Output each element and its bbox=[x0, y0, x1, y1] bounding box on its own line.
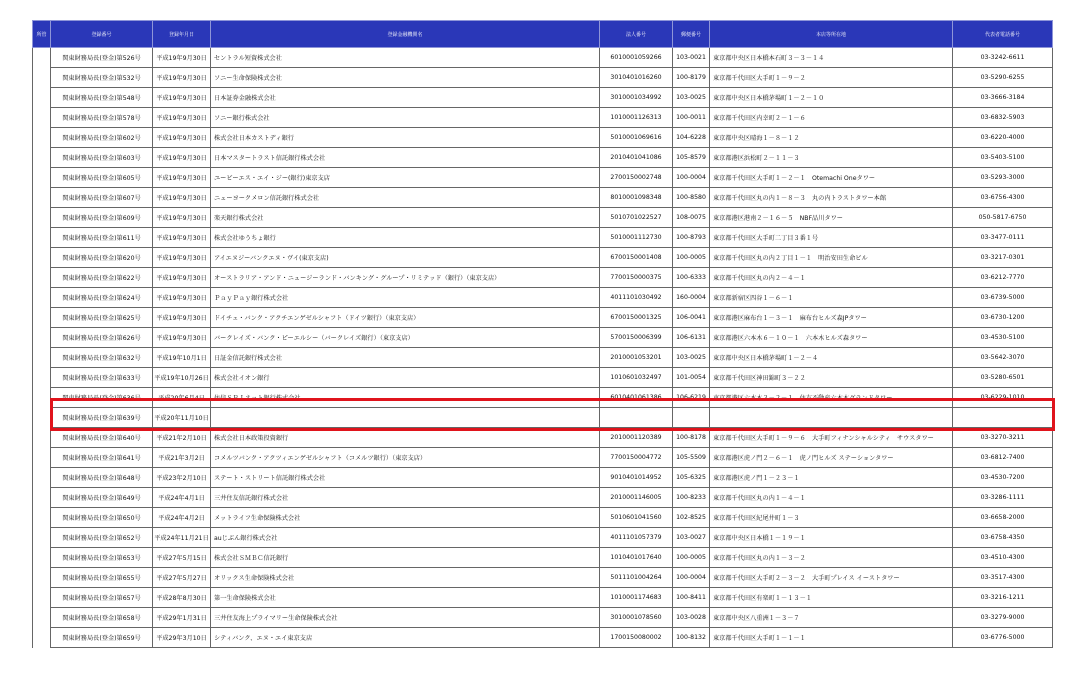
address-cell: 東京都千代田区大手町２－３－２ 大手町プレイス イーストタワー bbox=[710, 568, 953, 588]
postal-code-cell: 100-8580 bbox=[673, 188, 710, 208]
postal-code-cell: 105-6325 bbox=[673, 468, 710, 488]
jurisdiction-cell bbox=[33, 608, 51, 628]
postal-code-cell: 100-0011 bbox=[673, 108, 710, 128]
address-cell: 東京都中央区八重洲１－３－７ bbox=[710, 608, 953, 628]
institution-name-cell: 第一生命保険株式会社 bbox=[211, 588, 600, 608]
address-cell: 東京都千代田区丸の内２－４－１ bbox=[710, 268, 953, 288]
jurisdiction-cell bbox=[33, 108, 51, 128]
col-header-address: 本店等所在地 bbox=[710, 21, 953, 48]
corporate-number-cell: 1010601032497 bbox=[600, 368, 673, 388]
registration-date-cell: 平成27年5月15日 bbox=[153, 548, 211, 568]
table-row bbox=[33, 428, 1053, 448]
registration-date-cell: 平成29年3月10日 bbox=[153, 628, 211, 648]
registration-date-cell: 平成20年6月4日 bbox=[153, 388, 211, 408]
postal-code-cell: 100-8179 bbox=[673, 68, 710, 88]
table-row bbox=[33, 328, 1053, 348]
corporate-number-cell: 2010401041086 bbox=[600, 148, 673, 168]
address-cell: 東京都千代田区丸の内１－３－２ bbox=[710, 548, 953, 568]
registration-number-cell: 関東財務局長(登金)第639号 bbox=[51, 408, 153, 428]
table-body bbox=[33, 48, 1053, 648]
address-cell: 東京都中央区日本橋茅場町１－２－４ bbox=[710, 348, 953, 368]
registration-number-cell: 関東財務局長(登金)第622号 bbox=[51, 268, 153, 288]
registration-number-cell: 関東財務局長(登金)第658号 bbox=[51, 608, 153, 628]
institution-name-cell: バークレイズ・バンク・ピーエルシー（バークレイズ銀行）（東京支店） bbox=[211, 328, 600, 348]
postal-code-cell: 106-6219 bbox=[673, 388, 710, 408]
phone-cell: 03-6730-1200 bbox=[953, 308, 1053, 328]
postal-code-cell: 100-8793 bbox=[673, 228, 710, 248]
address-cell: 東京都千代田区大手町１－１－１ bbox=[710, 628, 953, 648]
registration-number-cell: 関東財務局長(登金)第653号 bbox=[51, 548, 153, 568]
postal-code-cell: 100-0004 bbox=[673, 168, 710, 188]
institution-name-cell: セントラル短資株式会社 bbox=[211, 48, 600, 68]
phone-cell: 03-5403-5100 bbox=[953, 148, 1053, 168]
corporate-number-cell: 1010401017640 bbox=[600, 548, 673, 568]
address-cell: 東京都千代田区丸の内１－８－３ 丸の内トラストタワー本館 bbox=[710, 188, 953, 208]
institution-name-cell: オーストラリア・アンド・ニュージーランド・バンキング・グループ・リミテッド（銀行）（東京支店） bbox=[211, 268, 600, 288]
address-cell: 東京都千代田区有楽町１－１３－１ bbox=[710, 588, 953, 608]
phone-cell: 03-4530-5100 bbox=[953, 328, 1053, 348]
phone-cell: 03-6229-1010 bbox=[953, 388, 1053, 408]
corporate-number-cell: 3010001078560 bbox=[600, 608, 673, 628]
header-row bbox=[33, 21, 1053, 48]
registration-date-cell: 平成24年4月1日 bbox=[153, 488, 211, 508]
jurisdiction-cell bbox=[33, 68, 51, 88]
registration-number-cell: 関東財務局長(登金)第641号 bbox=[51, 448, 153, 468]
table-row bbox=[33, 348, 1053, 368]
col-header-corporate-number: 法人番号 bbox=[600, 21, 673, 48]
table-row bbox=[33, 228, 1053, 248]
postal-code-cell: 100-8132 bbox=[673, 628, 710, 648]
registration-number-cell: 関東財務局長(登金)第532号 bbox=[51, 68, 153, 88]
address-cell: 東京都港区浜松町２－１１－３ bbox=[710, 148, 953, 168]
address-cell: 東京都千代田区紀尾井町１－３ bbox=[710, 508, 953, 528]
col-header-institution-name: 登録金融機関名 bbox=[211, 21, 600, 48]
institution-name-cell: ニューヨークメロン信託銀行株式会社 bbox=[211, 188, 600, 208]
registration-date-cell: 平成19年10月1日 bbox=[153, 348, 211, 368]
registration-date-cell: 平成27年5月27日 bbox=[153, 568, 211, 588]
table-row bbox=[33, 108, 1053, 128]
corporate-number-cell: 4011101030492 bbox=[600, 288, 673, 308]
postal-code-cell: 103-0027 bbox=[673, 528, 710, 548]
jurisdiction-cell bbox=[33, 628, 51, 648]
table-row bbox=[33, 88, 1053, 108]
corporate-number-cell: 2010001120389 bbox=[600, 428, 673, 448]
registration-date-cell: 平成19年9月30日 bbox=[153, 68, 211, 88]
phone-cell: 03-3217-0301 bbox=[953, 248, 1053, 268]
table-row bbox=[33, 168, 1053, 188]
table-row bbox=[33, 148, 1053, 168]
address-cell: 東京都中央区日本橋茅場町１－２－１０ bbox=[710, 88, 953, 108]
registration-date-cell: 平成19年9月30日 bbox=[153, 108, 211, 128]
address-cell: 東京都中央区日本橋本石町３－３－１４ bbox=[710, 48, 953, 68]
jurisdiction-cell bbox=[33, 208, 51, 228]
registration-date-cell: 平成19年9月30日 bbox=[153, 288, 211, 308]
jurisdiction-cell bbox=[33, 148, 51, 168]
registration-number-cell: 関東財務局長(登金)第607号 bbox=[51, 188, 153, 208]
address-cell: 東京都港区六本木３－２－１ 住友不動産六本木グランドタワー bbox=[710, 388, 953, 408]
registration-number-cell: 関東財務局長(登金)第620号 bbox=[51, 248, 153, 268]
registration-number-cell: 関東財務局長(登金)第625号 bbox=[51, 308, 153, 328]
registration-date-cell: 平成19年9月30日 bbox=[153, 308, 211, 328]
postal-code-cell: 103-0025 bbox=[673, 88, 710, 108]
corporate-number-cell: 1010001126313 bbox=[600, 108, 673, 128]
phone-cell: 03-4530-7200 bbox=[953, 468, 1053, 488]
phone-cell: 03-3666-3184 bbox=[953, 88, 1053, 108]
corporate-number-cell bbox=[600, 408, 673, 428]
registration-number-cell: 関東財務局長(登金)第605号 bbox=[51, 168, 153, 188]
jurisdiction-cell bbox=[33, 48, 51, 68]
corporate-number-cell: 1700150080002 bbox=[600, 628, 673, 648]
phone-cell: 03-4510-4300 bbox=[953, 548, 1053, 568]
institution-name-cell: ユービーエス・エイ・ジー(銀行)東京支店 bbox=[211, 168, 600, 188]
institution-name-cell: ＰａｙＰａｙ銀行株式会社 bbox=[211, 288, 600, 308]
jurisdiction-cell bbox=[33, 368, 51, 388]
jurisdiction-cell bbox=[33, 588, 51, 608]
jurisdiction-cell bbox=[33, 388, 51, 408]
institution-name-cell: 株式会社日本カストディ銀行 bbox=[211, 128, 600, 148]
institution-name-cell: auじぶん銀行株式会社 bbox=[211, 528, 600, 548]
postal-code-cell: 100-6333 bbox=[673, 268, 710, 288]
table-row bbox=[33, 128, 1053, 148]
institution-name-cell: ソニー生命保険株式会社 bbox=[211, 68, 600, 88]
institution-name-cell: ドイチェ・バンク・アクチエンゲゼルシャフト（ドイツ銀行）（東京支店） bbox=[211, 308, 600, 328]
address-cell: 東京都千代田区大手町１－９－２ bbox=[710, 68, 953, 88]
postal-code-cell: 100-0005 bbox=[673, 548, 710, 568]
phone-cell: 03-6658-2000 bbox=[953, 508, 1053, 528]
phone-cell: 03-3270-3211 bbox=[953, 428, 1053, 448]
corporate-number-cell: 5700150006399 bbox=[600, 328, 673, 348]
table-row bbox=[33, 208, 1053, 228]
phone-cell: 03-5280-6501 bbox=[953, 368, 1053, 388]
institution-name-cell: コメルツバンク・アクツィエンゲゼルシャフト（コメルツ銀行）（東京支店） bbox=[211, 448, 600, 468]
registration-date-cell: 平成19年9月30日 bbox=[153, 188, 211, 208]
registration-number-cell: 関東財務局長(登金)第526号 bbox=[51, 48, 153, 68]
registration-number-cell: 関東財務局長(登金)第655号 bbox=[51, 568, 153, 588]
institution-name-cell: 楽天銀行株式会社 bbox=[211, 208, 600, 228]
jurisdiction-cell bbox=[33, 428, 51, 448]
address-cell: 東京都千代田区神田錦町３－２２ bbox=[710, 368, 953, 388]
registration-date-cell: 平成24年4月2日 bbox=[153, 508, 211, 528]
col-header-jurisdiction: 所管 bbox=[33, 21, 51, 48]
address-cell: 東京都港区六本木６－１０－１ 六本木ヒルズ森タワー bbox=[710, 328, 953, 348]
jurisdiction-cell bbox=[33, 348, 51, 368]
table-row bbox=[33, 368, 1053, 388]
registration-date-cell: 平成19年9月30日 bbox=[153, 268, 211, 288]
postal-code-cell: 105-5509 bbox=[673, 448, 710, 468]
postal-code-cell: 106-0041 bbox=[673, 308, 710, 328]
address-cell: 東京都千代田区大手町１－９－６ 大手町フィナンシャルシティ サウスタワー bbox=[710, 428, 953, 448]
postal-code-cell: 100-8178 bbox=[673, 428, 710, 448]
address-cell bbox=[710, 408, 953, 428]
address-cell: 東京都千代田区大手町１－２－１ Otemachi Oneタワー bbox=[710, 168, 953, 188]
institution-name-cell bbox=[211, 408, 600, 428]
corporate-number-cell: 6700150001325 bbox=[600, 308, 673, 328]
institution-name-cell: ステート・ストリート信託銀行株式会社 bbox=[211, 468, 600, 488]
phone-cell: 03-3242-6611 bbox=[953, 48, 1053, 68]
institution-name-cell: 株式会社ゆうちょ銀行 bbox=[211, 228, 600, 248]
institution-name-cell: 株式会社日本政策投資銀行 bbox=[211, 428, 600, 448]
jurisdiction-cell bbox=[33, 288, 51, 308]
corporate-number-cell: 5010001069616 bbox=[600, 128, 673, 148]
table-row bbox=[33, 388, 1053, 408]
institution-name-cell: 三井住友信託銀行株式会社 bbox=[211, 488, 600, 508]
table-row bbox=[33, 448, 1053, 468]
table-row bbox=[33, 308, 1053, 328]
table-row bbox=[33, 568, 1053, 588]
jurisdiction-cell bbox=[33, 548, 51, 568]
address-cell: 東京都港区麻布台１－３－１ 麻布台ヒルズ森JPタワー bbox=[710, 308, 953, 328]
registration-date-cell: 平成23年2月10日 bbox=[153, 468, 211, 488]
phone-cell: 03-6756-4300 bbox=[953, 188, 1053, 208]
jurisdiction-cell bbox=[33, 468, 51, 488]
institution-name-cell: 三井住友海上プライマリー生命保険株式会社 bbox=[211, 608, 600, 628]
registration-number-cell: 関東財務局長(登金)第657号 bbox=[51, 588, 153, 608]
table-row bbox=[33, 468, 1053, 488]
registration-number-cell: 関東財務局長(登金)第652号 bbox=[51, 528, 153, 548]
address-cell: 東京都千代田区内幸町２－１－６ bbox=[710, 108, 953, 128]
institution-name-cell: 日本証券金融株式会社 bbox=[211, 88, 600, 108]
registration-number-cell: 関東財務局長(登金)第578号 bbox=[51, 108, 153, 128]
table-row bbox=[33, 188, 1053, 208]
table-row bbox=[33, 288, 1053, 308]
table-row bbox=[33, 608, 1053, 628]
registration-number-cell: 関東財務局長(登金)第609号 bbox=[51, 208, 153, 228]
registration-number-cell: 関東財務局長(登金)第624号 bbox=[51, 288, 153, 308]
phone-cell: 03-3286-1111 bbox=[953, 488, 1053, 508]
institution-name-cell: 住信ＳＢＩネット銀行株式会社 bbox=[211, 388, 600, 408]
table-row bbox=[33, 408, 1053, 428]
col-header-phone: 代表者電話番号 bbox=[953, 21, 1053, 48]
jurisdiction-cell bbox=[33, 308, 51, 328]
postal-code-cell: 104-6228 bbox=[673, 128, 710, 148]
corporate-number-cell: 7700150000375 bbox=[600, 268, 673, 288]
address-cell: 東京都港区虎ノ門１－２３－１ bbox=[710, 468, 953, 488]
table-row bbox=[33, 268, 1053, 288]
corporate-number-cell: 6010401061386 bbox=[600, 388, 673, 408]
corporate-number-cell: 2700150002748 bbox=[600, 168, 673, 188]
corporate-number-cell: 8010001098348 bbox=[600, 188, 673, 208]
institution-name-cell: 株式会社イオン銀行 bbox=[211, 368, 600, 388]
corporate-number-cell: 3010001034992 bbox=[600, 88, 673, 108]
postal-code-cell bbox=[673, 408, 710, 428]
table-row bbox=[33, 548, 1053, 568]
corporate-number-cell: 2010001053201 bbox=[600, 348, 673, 368]
jurisdiction-cell bbox=[33, 448, 51, 468]
jurisdiction-cell bbox=[33, 488, 51, 508]
address-cell: 東京都中央区晴海１－８－１２ bbox=[710, 128, 953, 148]
address-cell: 東京都中央区日本橋１－１９－１ bbox=[710, 528, 953, 548]
jurisdiction-cell bbox=[33, 168, 51, 188]
address-cell: 東京都新宿区四谷１－６－１ bbox=[710, 288, 953, 308]
registration-date-cell: 平成19年9月30日 bbox=[153, 248, 211, 268]
col-header-postal-code: 郵便番号 bbox=[673, 21, 710, 48]
registration-date-cell: 平成28年8月30日 bbox=[153, 588, 211, 608]
jurisdiction-cell bbox=[33, 248, 51, 268]
jurisdiction-cell bbox=[33, 228, 51, 248]
address-cell: 東京都千代田区丸の内１－４－１ bbox=[710, 488, 953, 508]
phone-cell: 03-6812-7400 bbox=[953, 448, 1053, 468]
registration-number-cell: 関東財務局長(登金)第633号 bbox=[51, 368, 153, 388]
postal-code-cell: 101-0054 bbox=[673, 368, 710, 388]
registration-number-cell: 関東財務局長(登金)第636号 bbox=[51, 388, 153, 408]
postal-code-cell: 105-8579 bbox=[673, 148, 710, 168]
postal-code-cell: 100-8411 bbox=[673, 588, 710, 608]
address-cell: 東京都港区虎ノ門２－６－１ 虎ノ門ヒルズ ステーションタワー bbox=[710, 448, 953, 468]
phone-cell: 03-5293-3000 bbox=[953, 168, 1053, 188]
corporate-number-cell: 7700150004772 bbox=[600, 448, 673, 468]
institution-name-cell: メットライフ生命保険株式会社 bbox=[211, 508, 600, 528]
postal-code-cell: 103-0025 bbox=[673, 348, 710, 368]
postal-code-cell: 102-8525 bbox=[673, 508, 710, 528]
registration-date-cell: 平成21年3月2日 bbox=[153, 448, 211, 468]
institution-name-cell: オリックス生命保険株式会社 bbox=[211, 568, 600, 588]
registry-table bbox=[32, 20, 1053, 648]
corporate-number-cell: 9010401014952 bbox=[600, 468, 673, 488]
registration-number-cell: 関東財務局長(登金)第659号 bbox=[51, 628, 153, 648]
corporate-number-cell: 6010001059266 bbox=[600, 48, 673, 68]
institution-name-cell: シティバンク、エヌ・エイ東京支店 bbox=[211, 628, 600, 648]
corporate-number-cell: 1010001174683 bbox=[600, 588, 673, 608]
phone-cell: 03-3477-0111 bbox=[953, 228, 1053, 248]
corporate-number-cell: 5010001112730 bbox=[600, 228, 673, 248]
table-row bbox=[33, 68, 1053, 88]
registration-number-cell: 関東財務局長(登金)第626号 bbox=[51, 328, 153, 348]
col-header-registration-number: 登録番号 bbox=[51, 21, 153, 48]
phone-cell: 03-3517-4300 bbox=[953, 568, 1053, 588]
institution-name-cell: ソニー銀行株式会社 bbox=[211, 108, 600, 128]
postal-code-cell: 100-8233 bbox=[673, 488, 710, 508]
jurisdiction-cell bbox=[33, 128, 51, 148]
phone-cell: 03-5290-6255 bbox=[953, 68, 1053, 88]
registration-date-cell: 平成19年9月30日 bbox=[153, 88, 211, 108]
registration-date-cell: 平成29年1月31日 bbox=[153, 608, 211, 628]
registration-date-cell: 平成20年11月10日 bbox=[153, 408, 211, 428]
corporate-number-cell: 5010601041560 bbox=[600, 508, 673, 528]
table-row bbox=[33, 528, 1053, 548]
phone-cell: 03-6776-5000 bbox=[953, 628, 1053, 648]
registration-number-cell: 関東財務局長(登金)第640号 bbox=[51, 428, 153, 448]
postal-code-cell: 103-0028 bbox=[673, 608, 710, 628]
phone-cell: 050-5817-6750 bbox=[953, 208, 1053, 228]
registration-number-cell: 関東財務局長(登金)第632号 bbox=[51, 348, 153, 368]
registration-date-cell: 平成19年9月30日 bbox=[153, 128, 211, 148]
registration-date-cell: 平成19年9月30日 bbox=[153, 148, 211, 168]
table-row bbox=[33, 48, 1053, 68]
registration-number-cell: 関東財務局長(登金)第650号 bbox=[51, 508, 153, 528]
corporate-number-cell: 6700150001408 bbox=[600, 248, 673, 268]
institution-name-cell: アイエヌジーバンクエヌ・ヴイ(東京支店) bbox=[211, 248, 600, 268]
phone-cell: 03-6758-4350 bbox=[953, 528, 1053, 548]
institution-name-cell: 日証金信託銀行株式会社 bbox=[211, 348, 600, 368]
registration-date-cell: 平成24年11月21日 bbox=[153, 528, 211, 548]
postal-code-cell: 100-0005 bbox=[673, 248, 710, 268]
postal-code-cell: 100-0004 bbox=[673, 568, 710, 588]
phone-cell: 03-6832-5903 bbox=[953, 108, 1053, 128]
registration-date-cell: 平成19年10月26日 bbox=[153, 368, 211, 388]
postal-code-cell: 160-0004 bbox=[673, 288, 710, 308]
jurisdiction-cell bbox=[33, 568, 51, 588]
registration-number-cell: 関東財務局長(登金)第648号 bbox=[51, 468, 153, 488]
registration-number-cell: 関東財務局長(登金)第602号 bbox=[51, 128, 153, 148]
corporate-number-cell: 5011101004264 bbox=[600, 568, 673, 588]
jurisdiction-cell bbox=[33, 408, 51, 428]
jurisdiction-cell bbox=[33, 528, 51, 548]
institution-name-cell: 株式会社ＳＭＢＣ信託銀行 bbox=[211, 548, 600, 568]
registration-number-cell: 関東財務局長(登金)第649号 bbox=[51, 488, 153, 508]
institution-name-cell: 日本マスタートラスト信託銀行株式会社 bbox=[211, 148, 600, 168]
postal-code-cell: 103-0021 bbox=[673, 48, 710, 68]
registration-number-cell: 関東財務局長(登金)第548号 bbox=[51, 88, 153, 108]
jurisdiction-cell bbox=[33, 188, 51, 208]
col-header-registration-date: 登録年月日 bbox=[153, 21, 211, 48]
table-row bbox=[33, 488, 1053, 508]
table-row bbox=[33, 508, 1053, 528]
registration-date-cell: 平成19年9月30日 bbox=[153, 328, 211, 348]
table-row bbox=[33, 248, 1053, 268]
jurisdiction-cell bbox=[33, 268, 51, 288]
phone-cell: 03-3216-1211 bbox=[953, 588, 1053, 608]
registration-number-cell: 関東財務局長(登金)第611号 bbox=[51, 228, 153, 248]
phone-cell: 03-3279-9000 bbox=[953, 608, 1053, 628]
postal-code-cell: 106-6131 bbox=[673, 328, 710, 348]
corporate-number-cell: 5010701022527 bbox=[600, 208, 673, 228]
jurisdiction-cell bbox=[33, 328, 51, 348]
jurisdiction-cell bbox=[33, 508, 51, 528]
registration-date-cell: 平成19年9月30日 bbox=[153, 168, 211, 188]
phone-cell: 03-6739-5000 bbox=[953, 288, 1053, 308]
registration-date-cell: 平成19年9月30日 bbox=[153, 48, 211, 68]
address-cell: 東京都千代田区丸の内２丁目１－１ 明治安田生命ビル bbox=[710, 248, 953, 268]
phone-cell: 03-6220-4000 bbox=[953, 128, 1053, 148]
registration-number-cell: 関東財務局長(登金)第603号 bbox=[51, 148, 153, 168]
registration-date-cell: 平成21年2月10日 bbox=[153, 428, 211, 448]
table-row bbox=[33, 588, 1053, 608]
registration-date-cell: 平成19年9月30日 bbox=[153, 208, 211, 228]
postal-code-cell: 108-0075 bbox=[673, 208, 710, 228]
corporate-number-cell: 3010401016260 bbox=[600, 68, 673, 88]
phone-cell: 03-5642-3070 bbox=[953, 348, 1053, 368]
registration-date-cell: 平成19年9月30日 bbox=[153, 228, 211, 248]
jurisdiction-cell bbox=[33, 88, 51, 108]
address-cell: 東京都港区港南２－１６－５ NBF品川タワー bbox=[710, 208, 953, 228]
corporate-number-cell: 2010001146005 bbox=[600, 488, 673, 508]
corporate-number-cell: 4011101057379 bbox=[600, 528, 673, 548]
phone-cell bbox=[953, 408, 1053, 428]
table-row bbox=[33, 628, 1053, 648]
address-cell: 東京都千代田区大手町二丁目３番１号 bbox=[710, 228, 953, 248]
phone-cell: 03-6212-7770 bbox=[953, 268, 1053, 288]
